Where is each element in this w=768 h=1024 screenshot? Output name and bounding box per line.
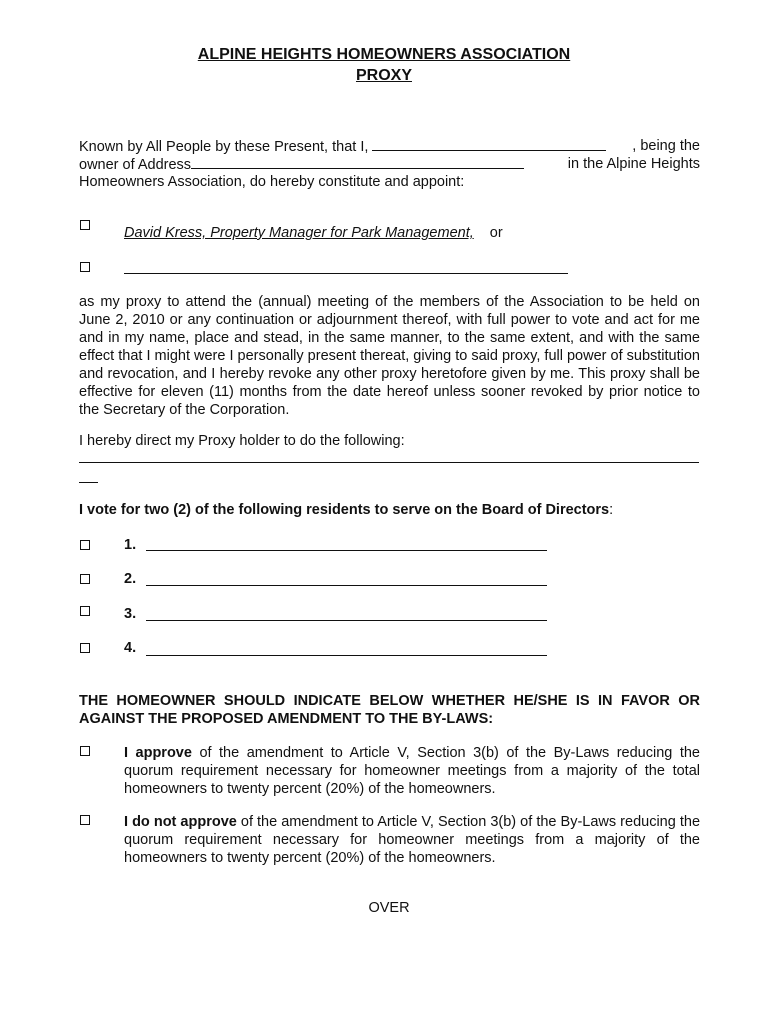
board-candidate-3-number: 3. bbox=[124, 606, 137, 622]
document-title: ALPINE HEIGHTS HOMEOWNERS ASSOCIATION bbox=[197, 46, 571, 63]
not-approve-label: I do not approve bbox=[124, 814, 237, 830]
over-text: OVER bbox=[368, 900, 410, 916]
board-candidate-4-field[interactable] bbox=[146, 655, 547, 656]
amendment-heading: THE HOMEOWNER SHOULD INDICATE BELOW WHETHER HE/SHE IS IN FAVOR OR AGAINST THE PROPOSED AMENDMENT TO THE BY-LAWS: bbox=[79, 693, 700, 727]
board-candidate-1-number: 1. bbox=[124, 537, 137, 553]
intro-text-4: in the Alpine Heights bbox=[567, 156, 700, 172]
appointee-option-1-checkbox[interactable] bbox=[80, 220, 90, 230]
not-approve-checkbox[interactable] bbox=[80, 815, 90, 825]
approve-text: of the amendment to Article V, Section 3(b) of the By-Laws reducing the quorum requirement necessary for homeowner meetings from a majority of the total homeowners to twenty percent (20%) of the homeowners. bbox=[124, 745, 700, 797]
intro-line-1 bbox=[79, 137, 700, 156]
appointee-option-2-checkbox[interactable] bbox=[80, 262, 90, 272]
appointee-option-1 bbox=[124, 224, 503, 242]
appointee-option-2-field[interactable] bbox=[124, 273, 568, 274]
not-approve-option bbox=[124, 813, 700, 867]
direction-line-1[interactable] bbox=[79, 462, 699, 463]
intro-line-3: Homeowners Association, do hereby constitute and appoint: bbox=[79, 174, 465, 190]
board-candidate-3-field[interactable] bbox=[146, 620, 547, 621]
board-candidate-4-checkbox[interactable] bbox=[80, 643, 90, 653]
intro-text-3: owner of Address bbox=[79, 157, 192, 173]
not-approve-text: of the amendment to Article V, Section 3(b) of the By-Laws reducing the quorum requirement necessary for homeowner meetings from a majority of the homeowners to twenty percent (20%) of the homeowners. bbox=[124, 814, 701, 866]
document-subtitle: PROXY bbox=[355, 67, 412, 84]
approve-checkbox[interactable] bbox=[80, 746, 90, 756]
board-candidate-2-checkbox[interactable] bbox=[80, 574, 90, 584]
board-candidate-4-number: 4. bbox=[124, 640, 137, 656]
board-candidate-3-checkbox[interactable] bbox=[80, 606, 90, 616]
board-candidate-2-field[interactable] bbox=[146, 585, 547, 586]
intro-line-2 bbox=[79, 155, 700, 174]
direction-line-2[interactable] bbox=[79, 482, 98, 483]
board-vote-heading bbox=[79, 501, 613, 519]
board-candidate-1-field[interactable] bbox=[146, 550, 547, 551]
intro-text-2: , being the bbox=[632, 138, 700, 154]
board-candidate-2-number: 2. bbox=[124, 571, 137, 587]
board-vote-heading-text: I vote for two (2) of the following residents to serve on the Board of Directors bbox=[79, 502, 610, 518]
approve-option bbox=[124, 744, 700, 798]
approve-label: I approve bbox=[124, 745, 192, 761]
direct-text: I hereby direct my Proxy holder to do the following: bbox=[79, 433, 405, 449]
owner-address-field[interactable] bbox=[191, 155, 524, 169]
owner-name-field[interactable] bbox=[372, 137, 606, 151]
appointee-option-1-label: David Kress, Property Manager for Park Management, bbox=[124, 225, 474, 241]
intro-text-1: Known by All People by these Present, that I, bbox=[79, 139, 369, 155]
board-candidate-1-checkbox[interactable] bbox=[80, 540, 90, 550]
board-vote-colon: : bbox=[609, 502, 614, 518]
appointee-or-text: or bbox=[489, 225, 503, 241]
proxy-paragraph: as my proxy to attend the (annual) meeting of the members of the Association to be held on June 2, 2010 or any continuation or adjournment thereof, with full power to vote and act for me and in my name, place and stead, in the same manner, to the same extent, and with the same effect that I might were I personally present thereat, giving to said proxy, full power of substitution and revocation, and I hereby revoke any other proxy heretofore given by me. This proxy shall be effective for eleven (11) months from the date hereof unless sooner revoked by prior notice to the Secretary of the Corporation. bbox=[79, 294, 700, 418]
